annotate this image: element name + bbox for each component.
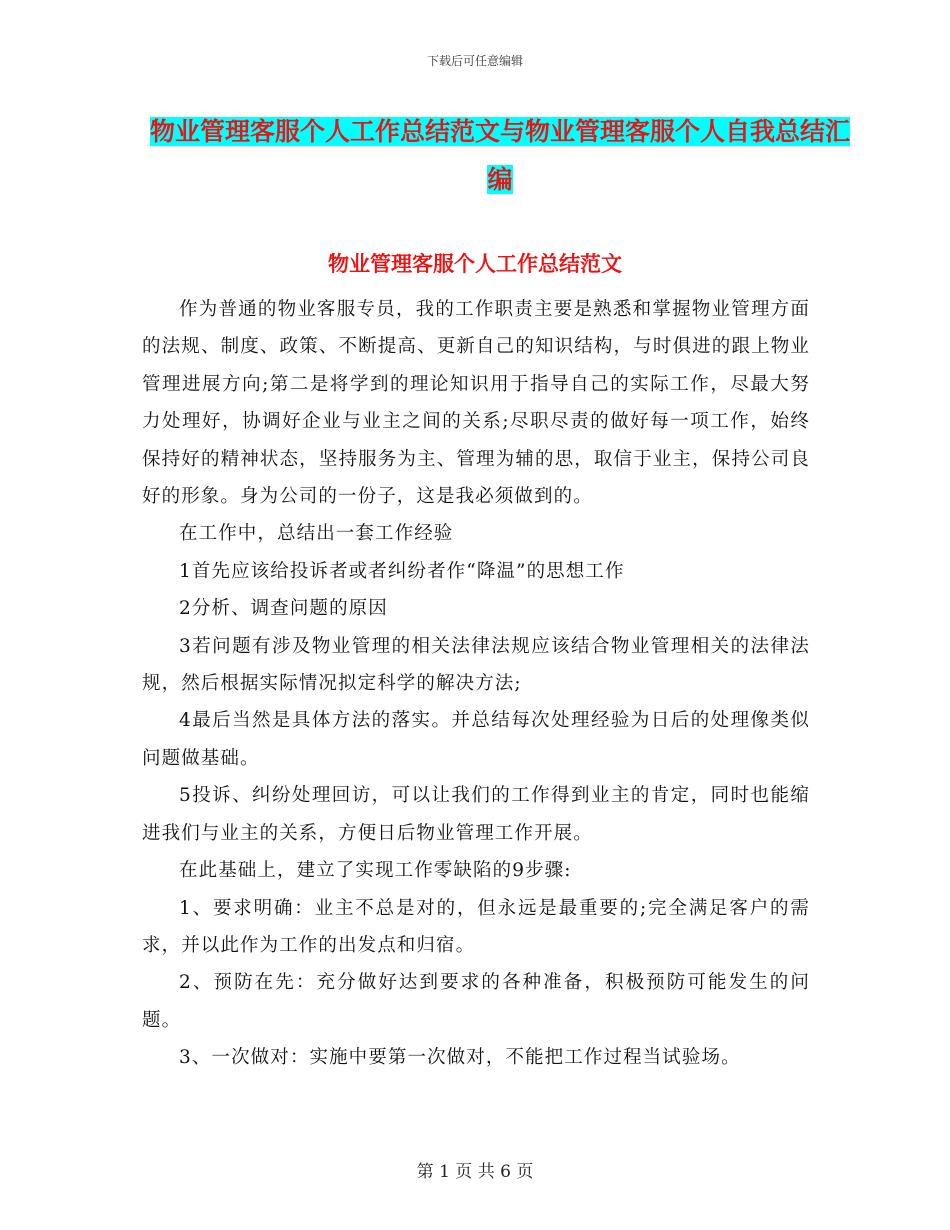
paragraph: 3、一次做对：实施中要第一次做对，不能把工作过程当试验场。 bbox=[179, 1047, 741, 1069]
document-title bbox=[140, 108, 860, 204]
paragraph: 在此基础上，建立了实现工作零缺陷的9步骤: bbox=[179, 860, 572, 882]
paragraph: 2分析、调查问题的原因 bbox=[179, 598, 388, 620]
document-title-text: 物业管理客服个人工作总结范文与物业管理客服个人自我总结汇编 bbox=[149, 117, 850, 194]
page-header: 下载后可任意编辑 bbox=[426, 54, 523, 68]
paragraph: 4最后当然是具体方法的落实。并总结每次处理经验为日后的处理像类似问题做基础。 bbox=[142, 710, 810, 769]
paragraph: 2、预防在先：充分做好达到要求的各种准备，积极预防可能发生的问题。 bbox=[142, 972, 810, 1031]
paragraph: 1、要求明确：业主不总是对的，但永远是最重要的;完全满足客户的需求，并以此作为工作的出发点和归宿。 bbox=[142, 897, 810, 956]
section-title: 物业管理客服个人工作总结范文 bbox=[328, 252, 622, 276]
document-body bbox=[142, 291, 810, 1077]
paragraph: 作为普通的物业客服专员，我的工作职责主要是熟悉和掌握物业管理方面的法规、制度、政策、不断提高、更新自己的知识结构，与时俱进的跟上物业管理进展方向;第二是将学到的理论知识用于指导自己的实际工作，尽最大努力处理好，协调好企业与业主之间的关系;尽职尽责的做好每一项工作，始终保持好的精神状态，坚持服务为主、管理为辅的思，取信于业主，保持公司良好的形象。身为公司的一份子，这是我必须做到的。 bbox=[142, 299, 810, 508]
paragraph: 3若问题有涉及物业管理的相关法律法规应该结合物业管理相关的法律法规，然后根据实际情况拟定科学的解决方法; bbox=[142, 635, 810, 695]
paragraph: 5投诉、纠纷处理回访，可以让我们的工作得到业主的肯定，同时也能缩进我们与业主的关系，方便日后物业管理工作开展。 bbox=[142, 785, 810, 844]
page-footer: 第 1 页 共 6 页 bbox=[416, 1162, 534, 1182]
paragraph: 在工作中，总结出一套工作经验 bbox=[179, 523, 454, 545]
paragraph: 1首先应该给投诉者或者纠纷者作“降温”的思想工作 bbox=[179, 560, 625, 582]
